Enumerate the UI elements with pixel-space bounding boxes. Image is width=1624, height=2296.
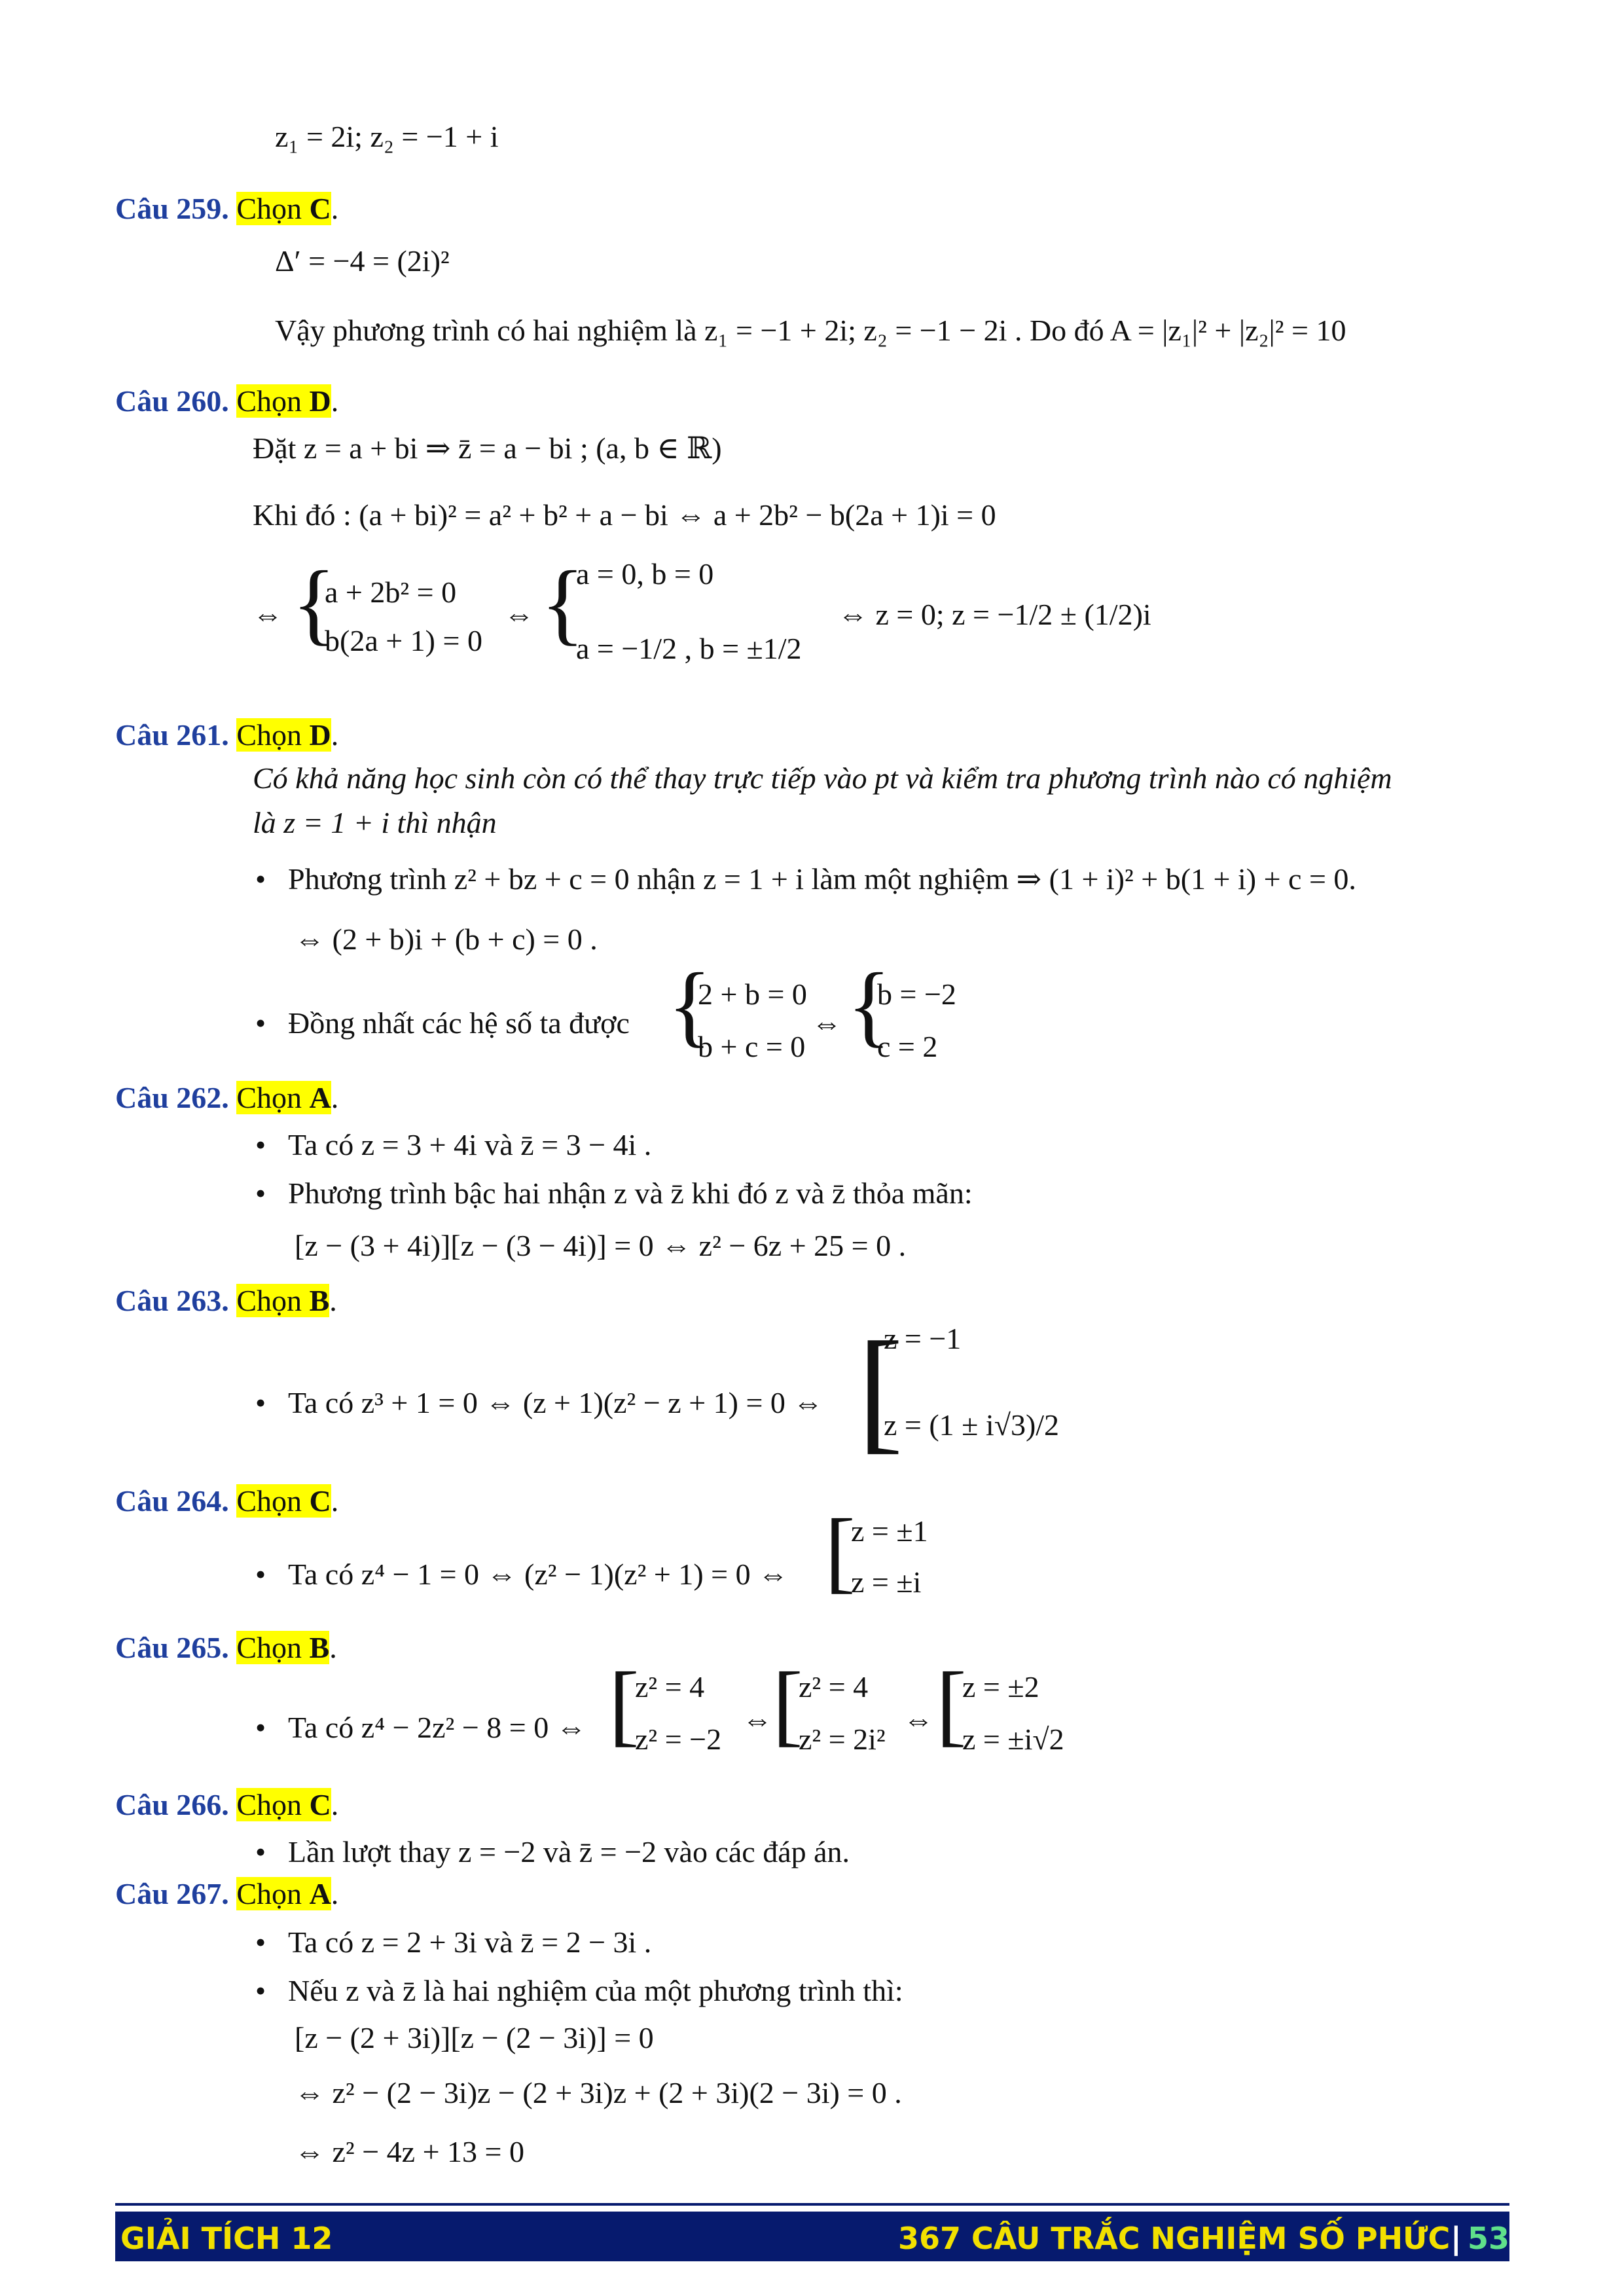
bullet-line: • Ta có z⁴ − 2z² − 8 = 0 ⇔ bbox=[288, 1710, 586, 1745]
answer-highlight bbox=[236, 718, 331, 752]
footer-separator: | bbox=[1451, 2221, 1462, 2256]
question-label: Câu 263. bbox=[115, 1284, 229, 1317]
question-label: Câu 267. bbox=[115, 1877, 229, 1910]
left-bracket-icon: [ bbox=[609, 1654, 640, 1755]
system-line: 2 + b = 0 bbox=[698, 977, 807, 1011]
answer-letter: A bbox=[309, 1877, 331, 1910]
left-brace-icon: { bbox=[541, 553, 585, 654]
question-259: Câu 259. Chọn C. bbox=[115, 192, 339, 225]
choose-text: Chọn bbox=[236, 1631, 310, 1664]
answer-letter: C bbox=[309, 192, 331, 225]
left-brace-icon: { bbox=[292, 553, 336, 654]
answer-highlight bbox=[236, 1484, 331, 1518]
footer-left-title: GIẢI TÍCH 12 bbox=[120, 2221, 333, 2256]
choose-text: Chọn bbox=[236, 1484, 310, 1518]
choose-text: Chọn bbox=[236, 384, 310, 418]
system-line: z = ±i√2 bbox=[962, 1722, 1064, 1756]
system-line: a = −1/2 , b = ±1/2 bbox=[576, 632, 802, 665]
bullet-line: • Ta có z = 3 + 4i và z̄ = 3 − 4i . bbox=[288, 1127, 651, 1163]
answer-highlight bbox=[236, 1788, 331, 1821]
system-line: z² = 2i² bbox=[799, 1722, 886, 1756]
equation-line: [z − (2 + 3i)][z − (2 − 3i)] = 0 bbox=[295, 2021, 654, 2054]
question-262: Câu 262. Chọn A. bbox=[115, 1081, 339, 1114]
bullet-line: • Ta có z⁴ − 1 = 0 ⇔ (z² − 1)(z² + 1) = 0 ⇔ bbox=[288, 1557, 788, 1592]
line-conclusion-259: Vậy phương trình có hai nghiệm là z₁ = −1 + 2i; z₂ = −1 − 2i . Do đó A = |z₁|² + |z₂|² = 10 bbox=[275, 314, 1346, 347]
answer-highlight bbox=[236, 1877, 331, 1910]
line-expansion: Khi đó : (a + bi)² = a² + b² + a − bi ⇔ a + 2b² − b(2a + 1)i = 0 bbox=[253, 498, 996, 532]
solution-260: ⇔ z = 0; z = −1/2 ± (1/2)i bbox=[838, 598, 1151, 631]
bullet-line: • Phương trình bậc hai nhận z và z̄ khi đó z và z̄ thỏa mãn: bbox=[288, 1176, 973, 1211]
equation-line: ⇔ (2 + b)i + (b + c) = 0 . bbox=[295, 922, 598, 956]
answer-highlight bbox=[236, 384, 331, 418]
system-line: z = (1 ± i√3)/2 bbox=[884, 1408, 1060, 1442]
note-line: là z = 1 + i thì nhận bbox=[253, 806, 497, 839]
question-267: Câu 267. Chọn A. bbox=[115, 1877, 339, 1910]
bullet-line: • Phương trình z² + bz + c = 0 nhận z = 1 + i làm một nghiệm ⇒ (1 + i)² + b(1 + i) + c = 0. bbox=[288, 862, 1356, 897]
line-substitution: Đặt z = a + bi ⇒ z̄ = a − bi ; (a, b ∈ ℝ) bbox=[253, 431, 722, 465]
choose-text: Chọn bbox=[236, 192, 310, 225]
bullet-line: • Nếu z và z̄ là hai nghiệm của một phương trình thì: bbox=[288, 1973, 903, 2009]
equiv-symbol: ⇔ bbox=[812, 1006, 842, 1040]
equiv-symbol: ⇔ bbox=[742, 1703, 772, 1736]
answer-letter: C bbox=[309, 1484, 331, 1518]
system-line: b(2a + 1) = 0 bbox=[325, 624, 482, 657]
question-265: Câu 265. Chọn B. bbox=[115, 1631, 337, 1664]
question-260: Câu 260. Chọn D. bbox=[115, 384, 339, 418]
note-line: Có khả năng học sinh còn có thể thay trực tiếp vào pt và kiểm tra phương trình nào có nghiệm bbox=[253, 761, 1392, 795]
footer-right-title: 367 CÂU TRẮC NGHIỆM SỐ PHỨC bbox=[898, 2221, 1451, 2256]
equation-line: ⇔ z² − (2 − 3i)z − (2 + 3i)z + (2 + 3i)(2 − 3i) = 0 . bbox=[295, 2076, 902, 2109]
question-261: Câu 261. Chọn D. bbox=[115, 718, 339, 752]
equation-line: [z − (3 + 4i)][z − (3 − 4i)] = 0 ⇔ z² − 6z + 25 = 0 . bbox=[295, 1229, 907, 1262]
answer-highlight bbox=[236, 1284, 329, 1317]
choose-text: Chọn bbox=[236, 1284, 310, 1317]
bullet-line: • Lần lượt thay z = −2 và z̄ = −2 vào các đáp án. bbox=[288, 1834, 850, 1870]
bullet-line: • Ta có z³ + 1 = 0 ⇔ (z + 1)(z² − z + 1) = 0 ⇔ bbox=[288, 1385, 823, 1421]
system-line: z² = 4 bbox=[799, 1670, 869, 1704]
question-label: Câu 262. bbox=[115, 1081, 229, 1114]
system-line: z = ±1 bbox=[851, 1514, 928, 1548]
question-label: Câu 266. bbox=[115, 1788, 229, 1821]
system-line: z = −1 bbox=[884, 1322, 962, 1355]
left-bracket-icon: [ bbox=[936, 1654, 967, 1755]
system-line: a = 0, b = 0 bbox=[576, 557, 714, 591]
answer-letter: C bbox=[309, 1788, 331, 1821]
left-brace-icon: { bbox=[847, 955, 892, 1056]
answer-letter: D bbox=[309, 718, 331, 752]
left-brace-icon: { bbox=[668, 955, 712, 1056]
answer-letter: A bbox=[309, 1081, 331, 1114]
answer-highlight bbox=[236, 192, 331, 225]
question-264: Câu 264. Chọn C. bbox=[115, 1484, 339, 1518]
footer-rule bbox=[115, 2203, 1509, 2206]
question-label: Câu 259. bbox=[115, 192, 229, 225]
answer-highlight bbox=[236, 1081, 331, 1114]
system-line: b = −2 bbox=[877, 977, 956, 1011]
line-delta: Δ′ = −4 = (2i)² bbox=[275, 244, 450, 278]
system-line: b + c = 0 bbox=[698, 1030, 806, 1063]
bullet-line: • Đồng nhất các hệ số ta được bbox=[288, 1006, 630, 1041]
question-label: Câu 265. bbox=[115, 1631, 229, 1664]
system-line: a + 2b² = 0 bbox=[325, 575, 457, 609]
equiv-symbol: ⇔ bbox=[903, 1703, 933, 1736]
question-label: Câu 264. bbox=[115, 1484, 229, 1518]
answer-highlight bbox=[236, 1631, 329, 1664]
system-line: z = ±2 bbox=[962, 1670, 1039, 1704]
choose-text: Chọn bbox=[236, 1788, 310, 1821]
question-label: Câu 260. bbox=[115, 384, 229, 418]
choose-text: Chọn bbox=[236, 1877, 310, 1910]
left-bracket-icon: [ bbox=[857, 1314, 903, 1466]
answer-letter: B bbox=[309, 1631, 330, 1664]
system-line: z² = −2 bbox=[635, 1722, 722, 1756]
question-266: Câu 266. Chọn C. bbox=[115, 1788, 339, 1821]
equation-line: ⇔ z² − 4z + 13 = 0 bbox=[295, 2135, 524, 2168]
question-263: Câu 263. Chọn B. bbox=[115, 1284, 337, 1317]
equiv-symbol: ⇔ bbox=[504, 598, 534, 631]
left-bracket-icon: [ bbox=[772, 1654, 803, 1755]
answer-letter: B bbox=[309, 1284, 330, 1317]
page-footer bbox=[115, 2212, 1509, 2261]
question-label: Câu 261. bbox=[115, 718, 229, 752]
system-line: c = 2 bbox=[877, 1030, 938, 1063]
left-bracket-icon: [ bbox=[825, 1501, 856, 1602]
choose-text: Chọn bbox=[236, 718, 310, 752]
page-number: 53 bbox=[1468, 2221, 1510, 2256]
system-line: z² = 4 bbox=[635, 1670, 705, 1704]
bullet-line: • Ta có z = 2 + 3i và z̄ = 2 − 3i . bbox=[288, 1925, 651, 1960]
equiv-symbol: ⇔ bbox=[253, 598, 283, 631]
choose-text: Chọn bbox=[236, 1081, 310, 1114]
system-line: z = ±i bbox=[851, 1565, 922, 1599]
answer-letter: D bbox=[309, 384, 331, 418]
line-roots-258: z₁ = 2i; z₂ = −1 + i bbox=[275, 120, 499, 153]
